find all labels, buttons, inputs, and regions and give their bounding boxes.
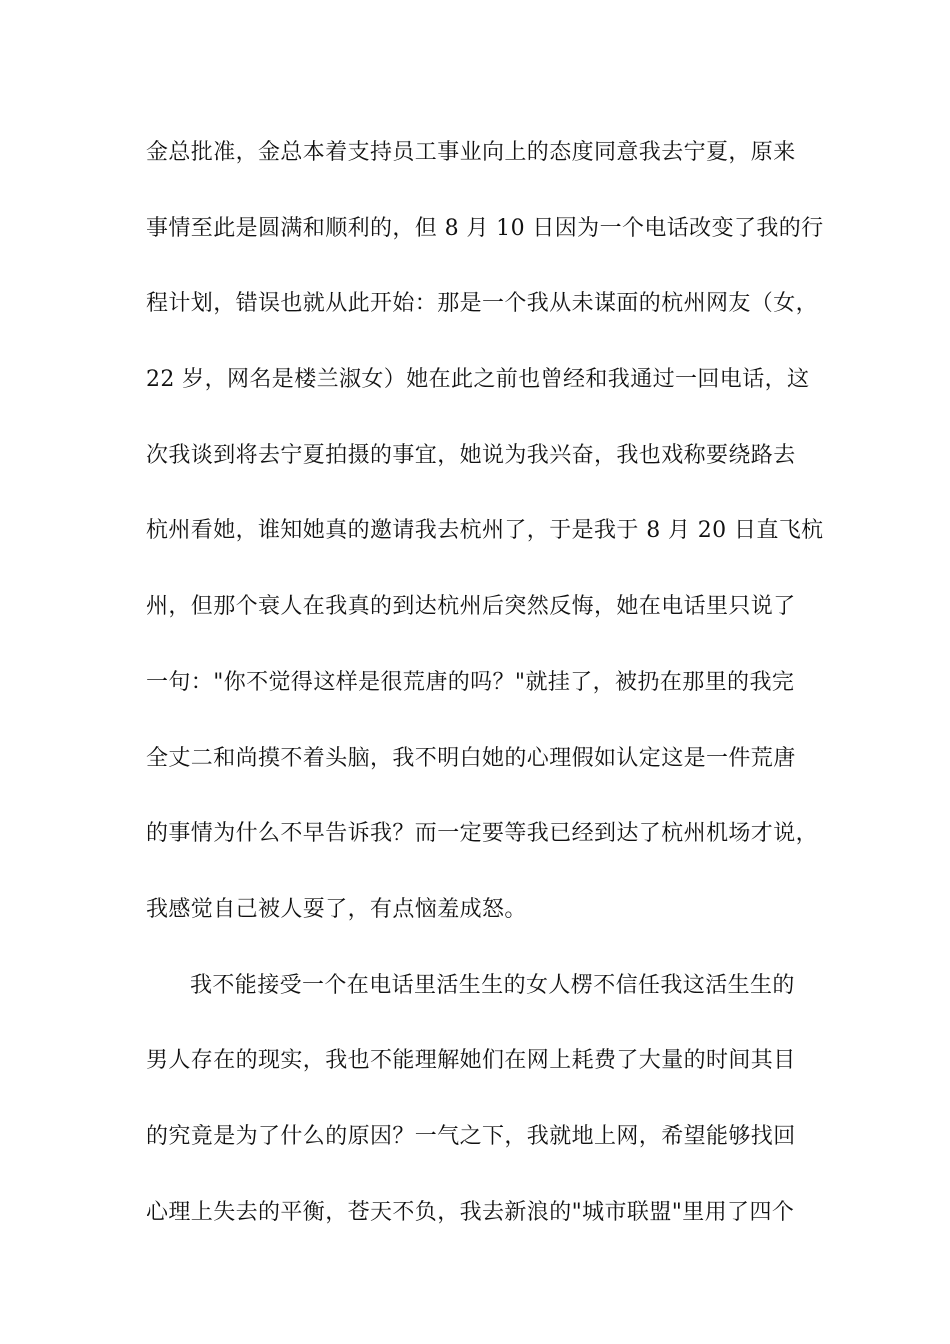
text-line: 的事情为什么不早告诉我？而一定要等我已经到达了杭州机场才说， — [146, 821, 819, 847]
text-line: 事情至此是圆满和顺利的，但 8 月 10 日因为一个电话改变了我的行 — [146, 215, 824, 241]
text-line: 杭州看她，谁知她真的邀请我去杭州了，于是我于 8 月 20 日直飞杭 — [146, 518, 824, 544]
text-line: 一句："你不觉得这样是很荒唐的吗？"就挂了，被扔在那里的我完 — [146, 669, 795, 695]
text-line: 心理上失去的平衡，苍天不负，我去新浪的"城市联盟"里用了四个 — [146, 1199, 795, 1225]
paragraph-start-line: 我不能接受一个在电话里活生生的女人楞不信任我这活生生的 — [190, 972, 795, 998]
text-line: 的究竟是为了什么的原因？一气之下，我就地上网，希望能够找回 — [146, 1123, 796, 1149]
text-line: 州，但那个衰人在我真的到达杭州后突然反悔，她在电话里只说了 — [146, 594, 796, 620]
text-line: 程计划，错误也就从此开始：那是一个我从未谋面的杭州网友（女， — [146, 291, 819, 317]
text-line: 22 岁，网名是楼兰淑女）她在此之前也曾经和我通过一回电话，这 — [146, 367, 810, 393]
body-text — [146, 131, 824, 1266]
text-line: 我感觉自己被人耍了，有点恼羞成怒。 — [146, 896, 527, 922]
text-line: 次我谈到将去宁夏拍摄的事宜，她说为我兴奋，我也戏称要绕路去 — [146, 442, 796, 468]
text-line: 男人存在的现实，我也不能理解她们在网上耗费了大量的时间其目 — [146, 1048, 796, 1074]
text-line: 金总批准，金总本着支持员工事业向上的态度同意我去宁夏，原来 — [146, 140, 796, 165]
text-line: 全丈二和尚摸不着头脑，我不明白她的心理假如认定这是一件荒唐 — [146, 745, 796, 771]
